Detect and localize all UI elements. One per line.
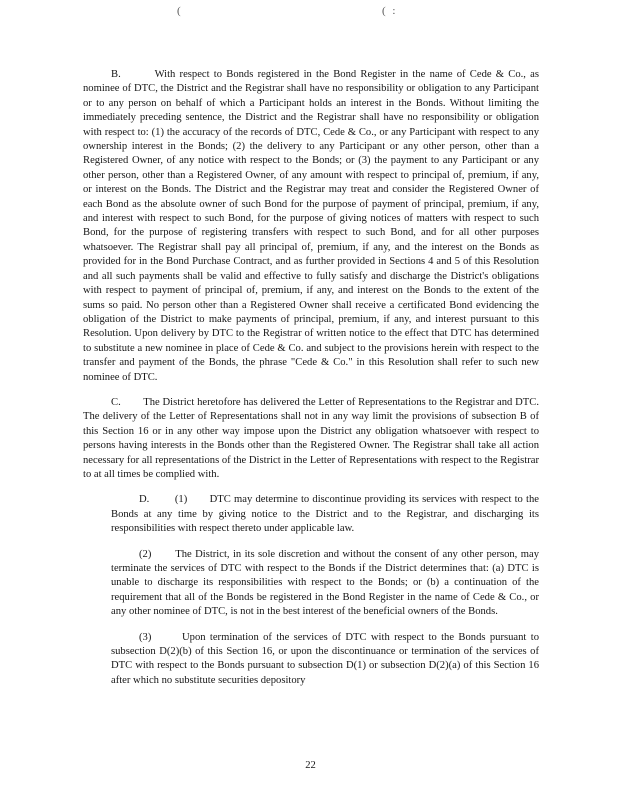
paragraph-b: B. With respect to Bonds registered in the Bond Register in the name of Cede & Co., as nominee of DTC, the District and the Registrar shall have no responsibility or obligation to any Participant or to any person on behalf of which a Participant holds an interest in the Bonds. Without limiting the immediately preceding sentence, the District and the Registrar shall have no responsibility or obligation with respect to: (1) the accuracy of the records of DTC, Cede & Co., or any Participant with respect to any ownership interest in the Bonds; (2) the delivery to any Participant or any other person, other than a Registered Owner, of any notice with respect to the Bonds; or (3) the payment to any Participant or any other person, other than a Registered Owner, of any amount with respect to principal of, premium, if any, or interest on the Bonds. The District and the Registrar may treat and consider the Registered Owner of each Bond as the absolute owner of such Bond for the purpose of payment of principal, premium, if any, and interest with respect to such Bond, for the purpose of giving notices of matters with respect to such Bond, for the purpose of registering transfers with respect to such Bond, and for all other purposes whatsoever. The Registrar shall pay all principal of, premium, if any, and the interest on the Bonds as provided for in the Bond Purchase Contract, and as further provided in Sections 4 and 5 of this Resolution and all such payments shall be valid and effective to fully satisfy and discharge the District's obligations with respect to payment of principal of, premium, if any, and interest on the Bonds to the extent of the sums so paid. No person other than a Registered Owner shall receive a certificated Bond evidencing the obligation of the District to make payments of principal, premium, if any, and interest pursuant to this Resolution. Upon delivery by DTC to the Registrar of written notice to the effect that DTC has determined to substitute a new nominee in place of Cede & Co. and subject to the provisions herein with respect to the transfer and payment of the Bonds, the phrase "Cede & Co." in this Resolution shall refer to such new nominee of DTC. — [83, 69, 539, 383]
scan-mark-right: ( : — [382, 5, 398, 17]
paragraph-d3: (3) Upon termination of the services of DTC with respect to the Bonds pursuant to subsection D(2)(b) of this Section 16, or upon the discontinuance or termination of the services of DTC with respect to the Bonds pursuant to subsection D(1) or subsection D(2)(a) of this Section 16 after which no substitute securities depository — [111, 631, 539, 686]
paragraph-d1: D. (1) DTC may determine to discontinue providing its services with respect to the Bonds at any time by giving notice to the District and to the Registrar, and discharging its responsibilities with respect thereto under applicable law. — [111, 494, 539, 535]
scan-marks — [0, 4, 621, 22]
paragraph-c: C. The District heretofore has delivered the Letter of Representations to the Registrar and DTC. The delivery of the Letter of Representations shall not in any way limit the provisions of subsection B of this Section 16 or in any other way impose upon the District any obligation whatsoever with respect to persons having interests in the Bonds other than the Registered Owner. The Registrar shall take all action necessary for all representations of the District in the Letter of Representations with respect to the Registrar to at all times be complied with. — [83, 396, 539, 480]
page-number: 22 — [305, 760, 316, 771]
document-body — [83, 68, 539, 688]
scan-mark-left: ( — [177, 5, 181, 17]
paragraph-d2: (2) The District, in its sole discretion and without the consent of any other person, may terminate the services of DTC with respect to the Bonds if the District determines that: (a) DTC is unable to discharge its responsibilities with respect to the Bonds; or (b) a continuation of the requirement that all of the Bonds be registered in the Bond Register in the name of Cede & Co., or any other nominee of DTC, is not in the best interest of the beneficial owners of the Bonds. — [111, 548, 539, 618]
